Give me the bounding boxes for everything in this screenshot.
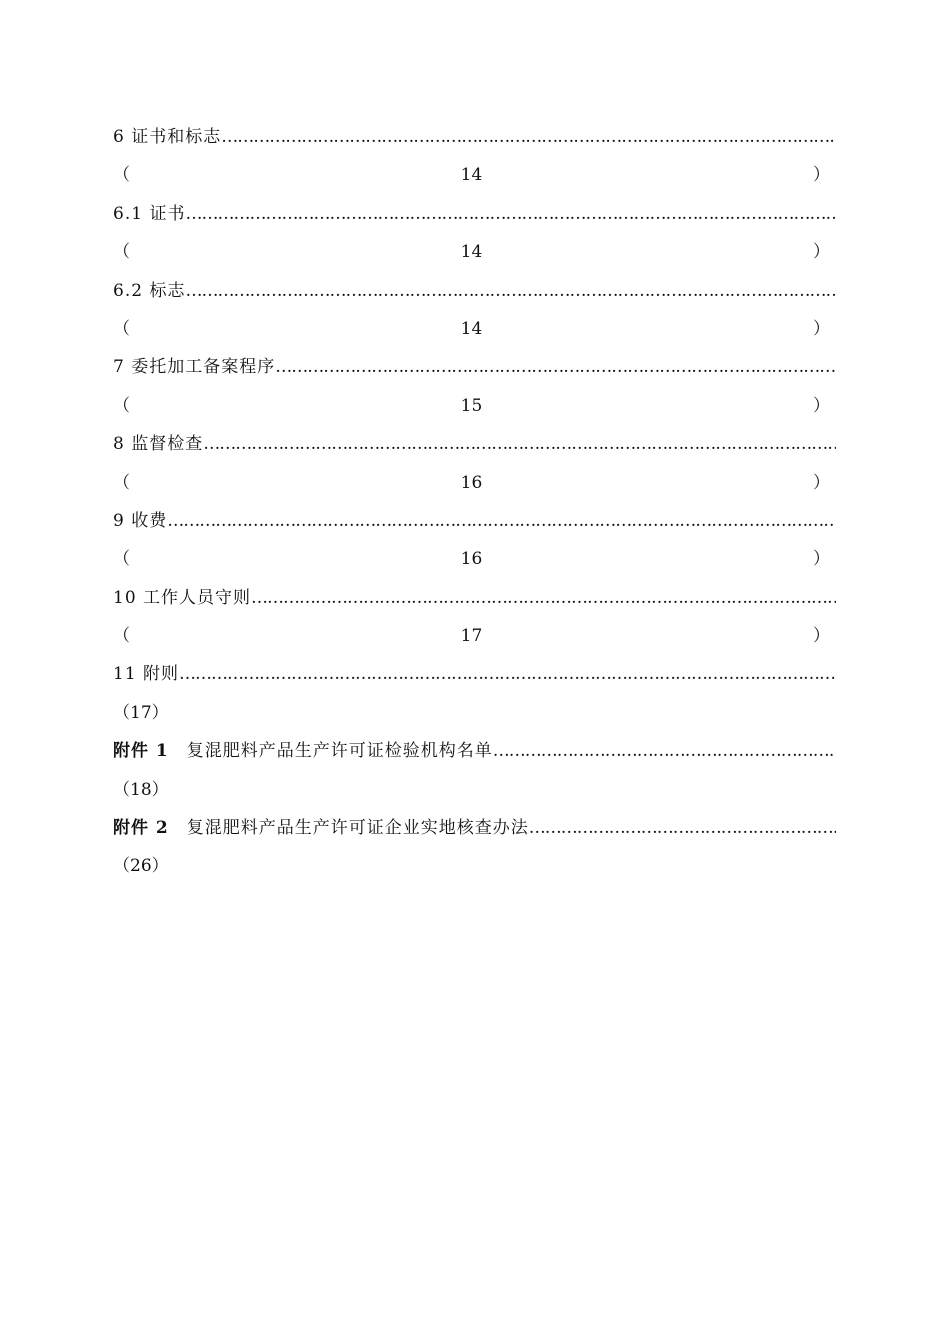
appendix-label: 附件 1	[113, 741, 169, 762]
toc-leader-dots	[493, 732, 836, 770]
toc-entry-6-2[interactable]	[113, 272, 836, 310]
toc-entry-title: 8 监督检查	[113, 434, 204, 455]
toc-entry-title: 11 附则	[113, 664, 180, 685]
paren-close: ）	[812, 242, 830, 263]
toc-page-number: 15	[460, 395, 483, 416]
toc-page-number: 14	[460, 165, 483, 186]
toc-entry-9[interactable]	[113, 502, 836, 540]
toc-entry-title: 复混肥料产品生产许可证企业实地核查办法	[168, 818, 529, 839]
toc-page-6	[113, 156, 836, 194]
paren-close: ）	[812, 549, 830, 570]
toc-entry-title: 9 收费	[113, 510, 168, 531]
table-of-contents	[113, 118, 836, 886]
toc-page-7	[113, 387, 836, 425]
paren-close: ）	[812, 626, 830, 647]
toc-leader-dots	[203, 425, 836, 463]
toc-leader-dots	[185, 195, 836, 233]
toc-leader-dots	[275, 348, 836, 386]
paren-open: （	[113, 242, 130, 263]
paren-open: （	[113, 472, 130, 493]
toc-page-6-1	[113, 233, 836, 271]
toc-entry-6-1[interactable]	[113, 195, 836, 233]
toc-entry-title: 7 委托加工备案程序	[113, 357, 276, 378]
toc-page-number: （18）	[113, 779, 169, 800]
toc-page-appendix-2	[113, 847, 836, 885]
toc-page-number: （26）	[113, 856, 169, 877]
paren-open: （	[113, 626, 130, 647]
toc-entry-title: 复混肥料产品生产许可证检验机构名单	[168, 741, 493, 762]
toc-page-number: 16	[460, 549, 483, 570]
toc-page-number: 14	[460, 242, 483, 263]
toc-entry-6[interactable]	[113, 118, 836, 156]
paren-close: ）	[812, 318, 830, 339]
toc-page-appendix-1	[113, 771, 836, 809]
toc-entry-8[interactable]	[113, 425, 836, 463]
toc-page-9	[113, 540, 836, 578]
toc-leader-dots	[251, 579, 836, 617]
toc-entry-appendix-2[interactable]	[113, 809, 836, 847]
toc-entry-10[interactable]	[113, 579, 836, 617]
toc-leader-dots	[167, 502, 836, 540]
paren-open: （	[113, 549, 130, 570]
paren-open: （	[113, 165, 130, 186]
toc-page-10	[113, 617, 836, 655]
toc-leader-dots	[179, 655, 836, 693]
paren-open: （	[113, 395, 130, 416]
toc-page-6-2	[113, 310, 836, 348]
toc-entry-title: 6.1 证书	[113, 203, 186, 224]
toc-page-8	[113, 464, 836, 502]
toc-page-number: 14	[460, 318, 483, 339]
toc-page-number: （17）	[113, 702, 169, 723]
paren-open: （	[113, 318, 130, 339]
appendix-label: 附件 2	[113, 818, 169, 839]
toc-entry-title: 10 工作人员守则	[113, 587, 252, 608]
toc-page-number: 17	[460, 626, 483, 647]
toc-entry-11[interactable]	[113, 655, 836, 693]
paren-close: ）	[812, 165, 830, 186]
toc-page-number: 16	[460, 472, 483, 493]
toc-leader-dots	[221, 118, 836, 156]
toc-leader-dots	[529, 809, 836, 847]
toc-leader-dots	[185, 272, 836, 310]
toc-entry-appendix-1[interactable]	[113, 732, 836, 770]
toc-entry-title: 6.2 标志	[113, 280, 186, 301]
toc-entry-7[interactable]	[113, 348, 836, 386]
paren-close: ）	[812, 472, 830, 493]
toc-page-11	[113, 694, 836, 732]
toc-entry-title: 6 证书和标志	[113, 127, 222, 147]
paren-close: ）	[812, 395, 830, 416]
